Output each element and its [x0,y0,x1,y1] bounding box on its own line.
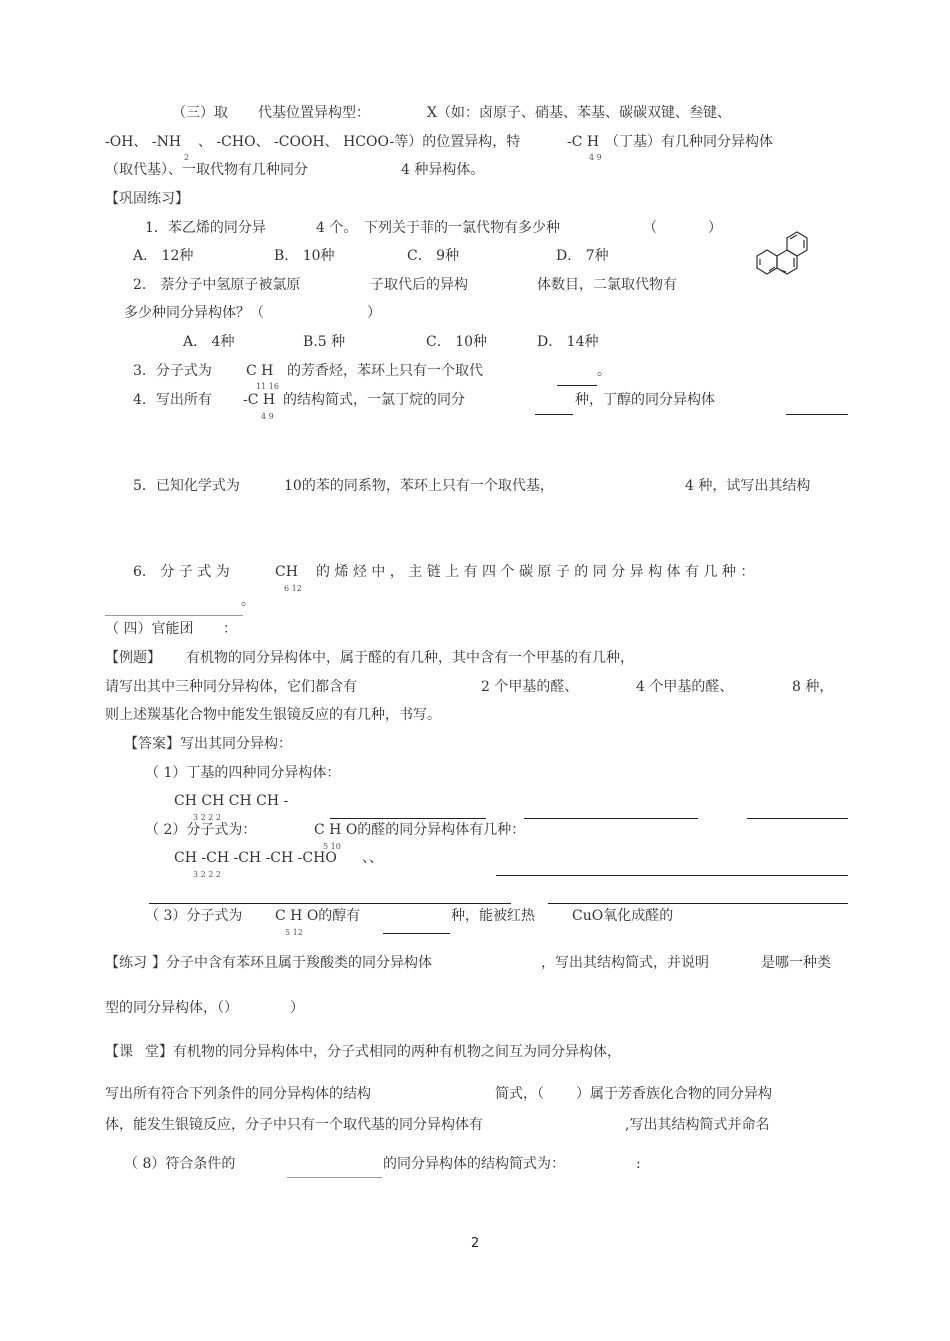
blank-line [496,875,848,876]
text-line: 型的同分异构体，（） [105,1000,238,1016]
blank-line [524,818,698,819]
phenanthrene-structure-icon [742,228,812,292]
text-line: -C H [243,392,276,408]
page-number: 2 [471,1236,480,1251]
text-line: B． 10种 [274,248,335,264]
text-line: 请写出其中三种同分异构体，它们都含有 [105,679,357,695]
text-line: B.5 种 [303,334,346,350]
text-line: 【例题】 [105,650,161,666]
text-line: C H [246,363,274,379]
text-line: （取代基）、一取代物有几种同分 [105,162,308,178]
text-line: ） [290,1000,304,1016]
text-line: ,写出其结构简式并命名 [625,1117,770,1133]
text-line: C． 10种 [426,334,487,350]
text-line: 多少种同分异构体？（ [124,305,264,321]
text-line: 3．分子式为 [133,363,212,379]
text-line: C． 9种 [407,248,460,264]
text-line: 2 个甲基的醛、 [481,679,579,695]
text-line: （ 8）符合条件的 [124,1156,236,1172]
text-line: 简式，（ [495,1086,544,1102]
text-line: CuO氧化成醛的 [572,908,674,924]
text-line: 的 烯 烃 中 ， 主 链 上 有 四 个 碳 原 子 的 同 分 异 构 体 有 几 种 ： [316,564,755,580]
blank-line [149,903,511,904]
text-line: （ [643,220,657,236]
text-line: 4 个甲基的醛、 [636,679,734,695]
text-line: 【巩固练习】 [105,191,189,207]
text-line: （丁基）有几种同分异构体 [605,134,773,150]
subscript-label: 11 16 [256,382,279,391]
text-line: 4 个。 [316,220,358,236]
subscript-label: 3 2 2 2 [193,813,221,822]
subscript-label: 4 9 [261,412,274,421]
text-line: （ 1）丁基的四种同分异构体： [145,765,341,781]
text-line: 8 种， [792,679,834,695]
blank-line [557,385,597,386]
text-line: （ 2）分子式为： [145,822,257,838]
text-line: 2． 萘分子中氢原子被氯原 [133,277,301,293]
text-line: ： [223,621,237,637]
text-line: （ 3）分子式为 [145,908,243,924]
text-line: C H O的醇有 [275,908,361,924]
blank-line [287,1177,382,1178]
text-line: CH CH CH CH - [174,793,289,809]
text-line: 写出所有符合下列条件的同分异构体的结构 [105,1086,371,1102]
text-line: 种，能被红热 [451,908,535,924]
text-line: CH [275,564,298,580]
text-line: 4．写出所有 [133,392,212,408]
text-line: 10的苯的同系物，苯环上只有一个取代基， [284,478,554,494]
text-line: 有机物的同分异构体中，属于醛的有几种，其中含有一个甲基的有几种， [186,650,634,666]
text-line: 1．苯乙烯的同分异 [145,220,266,236]
text-line: ）属于芳香族化合物的同分异构 [576,1086,772,1102]
text-line: 下列关于菲的一氯代物有多少种 [364,220,560,236]
text-line: 代基位置异构型： [258,105,370,121]
text-line: 4 种，试写出其结构 [685,478,811,494]
text-line: 【答案】写出其同分异构： [124,736,292,752]
subscript-label: 6 12 [284,584,302,593]
text-line: A． 12种 [133,248,194,264]
text-line: 6． 分 子 式 为 [133,564,230,580]
blank-line [105,615,243,616]
blank-line [535,414,573,415]
text-line: 堂】有机物的同分异构体中，分子式相同的两种有机物之间互为同分异构体， [145,1044,621,1060]
text-line: 子取代后的异构 [370,277,468,293]
blank-line [330,818,486,819]
text-line: 。 [597,363,611,379]
text-line: 是哪一种类 [761,955,831,971]
text-line: 种，丁醇的同分异构体 [575,392,715,408]
subscript-label: 3 2 2 2 [193,870,221,879]
text-line: 5．已知化学式为 [133,478,240,494]
subscript-label: 2 [184,153,190,162]
text-line: X（如：卤原子、硝基、苯基、碳碳双键、叁键、 [427,105,731,121]
text-line: C H O的醛的同分异构体有几种： [314,822,526,838]
text-line: （ 四）官能团 [105,621,194,637]
text-line: 】分子中含有苯环且属于羧酸类的同分异构体 [152,955,432,971]
text-line: -OH、 -NH [105,134,182,150]
text-line: D． 14种 [537,334,599,350]
text-line: 、、 [362,850,383,866]
text-line: 【练习 [105,955,147,971]
text-line: ） [367,305,381,321]
text-line: 的结构简式，一氯丁烷的同分 [283,392,465,408]
text-line: ） [708,220,722,236]
text-line: -C H [567,134,600,150]
subscript-label: 4 9 [589,153,602,162]
text-line: 的同分异构体的结构简式为： [383,1156,565,1172]
text-line: 。 [241,593,255,609]
text-line: : [636,1156,641,1172]
blank-line [747,818,848,819]
blank-line [383,933,450,934]
text-line: 体，能发生银镜反应，分子中只有一个取代基的同分异构体有 [105,1117,483,1133]
text-line: 的芳香烃，苯环上只有一个取代 [287,363,483,379]
text-line: 、 -CHO、 -COOH、 HCOO-等）的位置异构，特 [198,134,521,150]
text-line: ，写出其结构简式，并说明 [541,955,709,971]
subscript-label: 5 10 [323,842,341,851]
text-line: 4 种异构体。 [401,162,485,178]
text-line: 则上述羰基化合物中能发生银镜反应的有几种，书写。 [105,707,441,723]
text-line: CH -CH -CH -CH -CHO [174,850,337,866]
blank-line [548,903,848,904]
subscript-label: 5 12 [285,928,303,937]
text-line: A． 4种 [183,334,235,350]
text-line: 【课 [105,1044,133,1060]
text-line: （三）取 [172,105,228,121]
blank-line [786,414,848,415]
text-line: 体数目，二氯取代物有 [537,277,677,293]
text-line: D． 7种 [556,248,609,264]
